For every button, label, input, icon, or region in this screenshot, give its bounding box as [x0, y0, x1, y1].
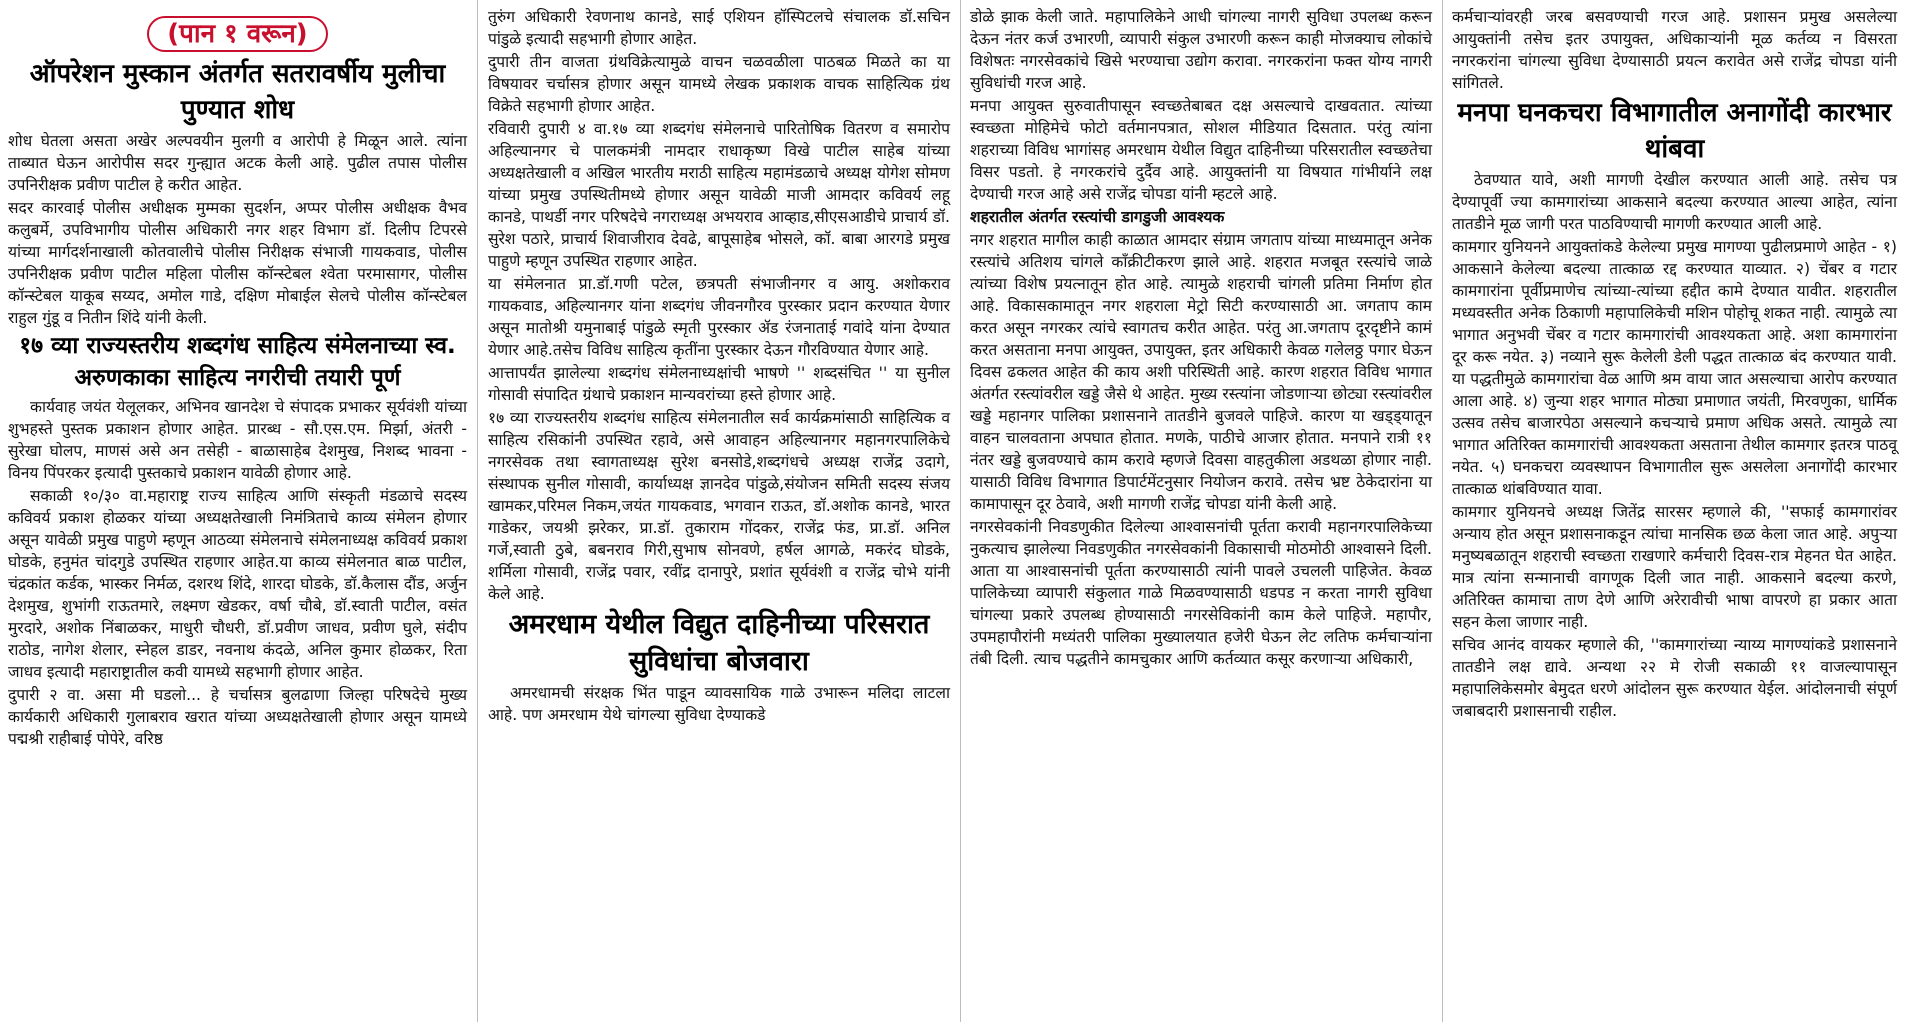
column-divider [1442, 0, 1443, 1022]
continued-tag-wrap [8, 16, 467, 52]
article-paragraph: डोळे झाक केली जाते. महापालिकेने आधी चांगल्या नागरी सुविधा उपलब्ध करून देऊन नंतर कर्ज उभारणी, व्यापारी संकुल उभारणी करून काही मोजक्याच लोकांचे विशेषतः नगरसेवकांचे खिसे भरण्याचा उद्योग करावा. नगरकरांना फक्त योग्य नागरी सुविधांची गरज आहे. [970, 8, 1432, 92]
article-paragraph: कामगार युनियनचे अध्यक्ष जितेंद्र सारसर म्हणाले की, ''सफाई कामगारांवर अन्याय होत असून प्रशासनाकडून त्यांचा मानसिक छळ केला जात आहे. अपुऱ्या मनुष्यबळातून शहराची स्वच्छता राखणारे कर्मचारी दिवस-रात्र मेहनत घेत आहेत. मात्र त्यांना सन्मानाची वागणूक दिली जात नाही. आकसाने बदल्या करणे, अतिरिक्त कामाचा ताण देणे आणि अरेरावीची भाषा वापरणे हा प्रकार आता सहन केला जाणार नाही. [1452, 503, 1897, 631]
column-divider [960, 0, 961, 1022]
article-paragraph: कामगार युनियनने आयुक्तांकडे केलेल्या प्रमुख मागण्या पुढीलप्रमाणे आहेत - १) आकसाने केलेल्या बदल्या तात्काळ रद्द करण्यात याव्यात. २) चेंबर व गटार कामगारांना पूर्वीप्रमाणेच त्यांच्या-त्यांच्या हद्दीत कामे देण्यात यावीत. शहरातील मध्यवस्तीत अनेक ठिकाणी महापालिकेची मशिन पोहोचू शकत नाही. त्यामुळे त्या भागात अनुभवी चेंबर व गटार कामगारांची आवश्यकता आहे. अशा कामगारांना दूर करू नयेत. ३) नव्याने सुरू केलेली डेली पद्धत तात्काळ बंद करण्यात यावी. या पद्धतीमुळे कामगारांचा वेळ आणि श्रम वाया जात असल्याचा आरोप करण्यात आला आहे. ४) जुन्या शहर भागात मोठ्या प्रमाणात जयंती, मिरवणुका, धार्मिक उत्सव तसेच बाजारपेठा असल्याने कचऱ्याचे प्रमाण अधिक असते. त्यामुळे त्या भागात अतिरिक्त कामगारांची आवश्यकता असताना तेथील कामगार इतरत्र पाठवू नयेत. ५) घनकचरा व्यवस्थापन विभागातील सुरू असलेला अनागोंदी कारभार तात्काळ थांबविण्यात यावा. [1452, 238, 1897, 498]
column-3 [962, 0, 1440, 1022]
article-paragraph: १७ व्या राज्यस्तरीय शब्दगंध साहित्य संमेलनातील सर्व कार्यक्रमांसाठी साहित्यिक व साहित्य रसिकांनी उपस्थित रहावे, असे आवाहन अहिल्यानगर महानगरपालिकेचे नगरसेवक तथा स्वागताध्यक्ष सुरेश बनसोडे,शब्दगंधचे अध्यक्ष राजेंद्र उदागे, संस्थापक सुनील गोसावी, कार्याध्यक्ष ज्ञानदेव पांडुळे,संयोजन समिती सदस्य संजय खामकर,परिमल निकम,जयंत गायकवाड, भगवान राऊत, डॉ.अशोक कानडे, भारत गाडेकर, जयश्री झरेकर, प्रा.डॉ. तुकाराम गोंदकर, राजेंद्र फंड, प्रा.डॉ. अनिल गर्जे,स्वाती ठुबे, बबनराव गिरी,सुभाष सोनवणे, हर्षल आगळे, मकरंद घोडके, शर्मिला गोसावी, राजेंद्र पवार, रवींद्र दानापुरे, प्रशांत सूर्यवंशी व राजेंद्र चोभे यांनी केले आहे. [488, 409, 950, 603]
article-paragraph: या संमेलनात प्रा.डॉ.गणी पटेल, छत्रपती संभाजीनगर व आयु. अशोकराव गायकवाड, अहिल्यानगर यांना शब्दगंध जीवनगौरव पुरस्कार प्रदान करण्यात येणार असून मातोश्री यमुनाबाई पांडुळे स्मृती पुरस्कार ॲड रंजनाताई गवांदे यांना देण्यात येणार आहे.तसेच विविध साहित्य कृतींना पुरस्कार देऊन गौरविण्यात येणार आहे. [488, 275, 950, 359]
article-paragraph: दुपारी तीन वाजता ग्रंथविक्रेत्यामुळे वाचन चळवळीला पाठबळ मिळते का या विषयावर चर्चासत्र होणार असून यामध्ये लेखक प्रकाशक वाचक साहित्यिक ग्रंथ विक्रेते सहभागी होणार आहेत. [488, 53, 950, 115]
article-paragraph: रविवारी दुपारी ४ वा.१७ व्या शब्दगंध संमेलनाचे पारितोषिक वितरण व समारोप अहिल्यानगर चे पालकमंत्री नामदार राधाकृष्ण विखे पाटील साहेब यांच्या अध्यक्षतेखाली व अखिल भारतीय मराठी साहित्य महामंडळाचे अध्यक्ष योगेश सोमण यांच्या प्रमुख उपस्थितीमध्ये होणार असून यावेळी माजी आमदार कविवर्य लहू कानडे, पाथर्डी नगर परिषदेचे नगराध्यक्ष अभयराव आव्हाड,सीएसआडीचे प्राचार्य डॉ. सुरेश पठारे, प्राचार्य शिवाजीराव देवढे, बापूसाहेब भोसले, कॉ. बाबा आरगडे प्रमुख पाहुणे म्हणून उपस्थित राहणार आहेत. [488, 120, 950, 270]
headline-shabdagandh-sammelan: १७ व्या राज्यस्तरीय शब्दगंध साहित्य संमेलनाच्या स्व. अरुणकाका साहित्य नगरीची तयारी पूर्ण [19, 333, 456, 391]
article-paragraph: दुपारी २ वा. असा मी घडलो... हे चर्चासत्र बुलढाणा जिल्हा परिषदेचे मुख्य कार्यकारी अधिकारी गुलाबराव खरात यांच्या अध्यक्षतेखाली होणार असून यामध्ये पद्मश्री राहीबाई पोपेरे, वरिष्ठ [8, 686, 467, 748]
column-divider [477, 0, 478, 1022]
headline-amardham-crematorium: अमरधाम येथील विद्युत दाहिनीच्या परिसरात सुविधांचा बोजवारा [508, 609, 930, 677]
column-2 [480, 0, 958, 1022]
subhead-roads: शहरातील अंतर्गत रस्त्यांची डागडुजी आवश्यक [970, 208, 1225, 226]
continued-from-page-tag: (पान १ वरून) [147, 16, 327, 52]
article-paragraph: कर्मचाऱ्यांवरही जरब बसवण्याची गरज आहे. प्रशासन प्रमुख असलेल्या आयुक्तांनी तसेच इतर उपायुक्त, अधिकाऱ्यांनी मूळ कर्तव्य न विसरता नगरकरांना चांगल्या सुविधा देण्यासाठी प्रयत्न करावेत असे राजेंद्र चोपडा यांनी सांगितले. [1452, 8, 1897, 92]
article-paragraph: नगरसेवकांनी निवडणुकीत दिलेल्या आश्वासनांची पूर्तता करावी महानगरपालिकेच्या नुकत्याच झालेल्या निवडणुकीत नगरसेवकांनी विकासाची मोठमोठी आश्वासने दिली. आता या आश्वासनांची पूर्तता करण्यासाठी त्यांनी पावले उचलली पाहिजेत. केवळ पालिकेच्या व्यापारी संकुलात गाळे मिळवण्यासाठी धडपड न करता नागरी सुविधा चांगल्या प्रकारे उपलब्ध होण्यासाठी नगरसेविकांनी काम केले पाहिजे. महापौर, उपमहापौरांनी मध्यंतरी पालिका मुख्यालयात हजेरी घेऊन लेट लतिफ कर्मचाऱ्यांना तंबी दिली. त्याच पद्धतीने कामचुकार आणि कर्तव्यात कसूर करणाऱ्या अधिकारी, [970, 518, 1432, 668]
column-1 [0, 0, 475, 1022]
article-paragraph: सदर कारवाई पोलीस अधीक्षक मुम्मका सुदर्शन, अप्पर पोलीस अधीक्षक वैभव कलुबर्मे, उपविभागीय पोलीस अधिकारी नगर शहर विभाग डॉ. दिलीप टिपरसे यांच्या मार्गदर्शनाखाली कोतवालीचे पोलीस निरीक्षक संभाजी गायकवाड, पोलीस उपनिरीक्षक प्रवीण पाटील महिला पोलीस कॉन्स्टेबल श्वेता परमासागर, पोलीस कॉन्स्टेबल याकूब सय्यद, अमोल गाडे, दक्षिण मोबाईल सेलचे पोलीस कॉन्स्टेबल राहुल गुंडू व नितीन शिंदे यांनी केली. [8, 199, 467, 327]
article-paragraph: सकाळी १०/३० वा.महाराष्ट्र राज्य साहित्य आणि संस्कृती मंडळाचे सदस्य कविवर्य प्रकाश होळकर यांच्या अध्यक्षतेखाली निमंत्रिताचे काव्य संमेलन होणार असून यावेळी प्रमुख पाहुणे म्हणून आठव्या संमेलनाचे संमेलनाध्यक्ष कविवर्य प्रकाश घोडके, हनुमंत चांदगुडे उपस्थित राहणार आहेत.या काव्य संमेलनात बाळ पाटील, चंद्रकांत कर्डक, भास्कर निर्मळ, दशरथ शिंदे, शारदा घोडके, डॉ.कैलास दौंड, अर्जुन देशमुख, शुभांगी राऊतमारे, लक्ष्मण खेडकर, वर्षा चौबे, डॉ.स्वाती पाटील, वसंत मुरदारे, अशोक निंबाळकर, माधुरी चौधरी, डॉ.प्रवीण जाधव, प्रवीण घुले, संदीप राठोड, नागेश शेलार, स्नेहल डाडर, नवनाथ कंदळे, अनिल कुमार होळकर, रिता जाधव इत्यादी महाराष्ट्रातील कवी यामध्ये सहभागी होणार आहेत. [8, 487, 467, 681]
headline-operation-muskan: ऑपरेशन मुस्कान अंतर्गत सतरावर्षीय मुलीचा पुण्यात शोध [29, 59, 446, 125]
article-paragraph: शोध घेतला असता अखेर अल्पवयीन मुलगी व आरोपी हे मिळून आले. त्यांना ताब्यात घेऊन आरोपीस सदर गुन्ह्यात अटक केली आहे. पुढील तपास पोलीस उपनिरीक्षक प्रवीण पाटील हे करीत आहेत. [8, 132, 467, 194]
article-paragraph: कार्यवाह जयंत येलूलकर, अभिनव खानदेश चे संपादक प्रभाकर सूर्यवंशी यांच्या शुभहस्ते पुस्तक प्रकाशन होणार आहेत. प्रारब्ध - सौ.एस.एम. मिर्झा, अंतरी - सुरेखा घोलप, माणसं असे अन तसेही - बाळासाहेब देशमुख, निशब्द भावना - विनय पिंपरकर इत्यादी पुस्तकाचे प्रकाशन यावेळी होणार आहे. [8, 398, 467, 482]
article-paragraph: ठेवण्यात यावे, अशी मागणी देखील करण्यात आली आहे. तसेच पत्र देण्यापूर्वी ज्या कामगारांच्या आकसाने बदल्या करण्यात आल्या आहेत, त्यांना तातडीने मूळ जागी परत पाठविण्याची मागणी करण्यात आली आहे. [1452, 171, 1897, 233]
column-4 [1444, 0, 1905, 1022]
article-paragraph: सचिव आनंद वायकर म्हणाले की, ''कामगारांच्या न्याय्य मागण्यांकडे प्रशासनाने तातडीने लक्ष द्यावे. अन्यथा २२ मे रोजी सकाळी ११ वाजल्यापासून महापालिकेसमोर बेमुदत धरणे आंदोलन सुरू करण्यात येईल. आंदोलनाची संपूर्ण जबाबदारी प्रशासनाची राहील. [1452, 636, 1897, 720]
article-paragraph: अमरधामची संरक्षक भिंत पाडून व्यावसायिक गाळे उभारून मलिदा लाटला आहे. पण अमरधाम येथे चांगल्या सुविधा देण्याकडे [488, 684, 950, 724]
article-paragraph: नगर शहरात मागील काही काळात आमदार संग्राम जगताप यांच्या माध्यमातून अनेक रस्त्यांचे अतिशय चांगले काँक्रीटीकरण झाले आहे. शहरात मजबूत रस्त्यांचे जाळे त्यांच्या विशेष प्रयत्नातून होत आहे. त्यामुळे शहराची चांगली प्रतिमा निर्माण होत आहे. विकासकामातून नगर शहराला मेट्रो सिटी करण्यासाठी आ. जगताप काम करत असून नगरकर त्यांचे स्वागतच करीत आहेत. परंतु आ.जगताप दूरदृष्टीने कामं करत असताना मनपा आयुक्त, उपायुक्त, इतर अधिकारी केवळ गलेलठ्ठ पगार घेऊन दिवस ढकलत आहेत की काय अशी परिस्थिती आहे. कारण शहरात विविध भागात अंतर्गत रस्त्यांवरील खड्डे जैसे थे आहेत. मुख्य रस्त्यांना जोडणाऱ्या छोट्या रस्त्यांवरील खड्डे महानगर पालिका प्रशासनाने तातडीने बुजवले पाहिजे. कारण या खड्ड्यातून वाहन चालवताना अपघात होतात. मणके, पाठीचे आजार होतात. मनपाने रात्री ११ नंतर खड्डे बुजवण्याचे काम करावे म्हणजे दिवसा वाहतुकीला अडथळा होणार नाही. यासाठी विविध विभागात डिपार्टमेंटनुसार नियोजन करावे. तसेच भ्रष्ट ठेकेदारांना या कामापासून दूर ठेवावे, अशी मागणी राजेंद्र चोपडा यांनी केली आहे. [970, 231, 1432, 513]
headline-solid-waste-dept: मनपा घनकचरा विभागातील अनागोंदी कारभार थांबवा [1457, 98, 1892, 164]
article-paragraph: मनपा आयुक्त सुरुवातीपासून स्वच्छतेबाबत दक्ष असल्याचे दाखवतात. त्यांच्या स्वच्छता मोहिमेचे फोटो वर्तमानपत्रात, सोशल मीडियात दिसतात. परंतु त्यांना शहराच्या विविध भागांसह अमरधाम येथील विद्युत दाहिनीच्या परिसरातील स्वच्छतेचा विसर पडतो. हे नगरकरांचे दुर्दैव आहे. आयुक्तांनी या विषयात गांभीर्याने लक्ष देण्याची गरज आहे असे राजेंद्र चोपडा यांनी म्हटले आहे. [970, 97, 1432, 203]
article-paragraph: तुरुंग अधिकारी रेवणनाथ कानडे, साई एशियन हॉस्पिटलचे संचालक डॉ.सचिन पांडुळे इत्यादी सहभागी होणार आहेत. [488, 8, 950, 48]
article-paragraph: आत्तापर्यंत झालेल्या शब्दगंध संमेलनाध्यक्षांची भाषणे '' शब्दसंचित '' या सुनील गोसावी संपादित ग्रंथाचे प्रकाशन मान्यवरांच्या हस्ते होणार आहे. [488, 364, 950, 404]
